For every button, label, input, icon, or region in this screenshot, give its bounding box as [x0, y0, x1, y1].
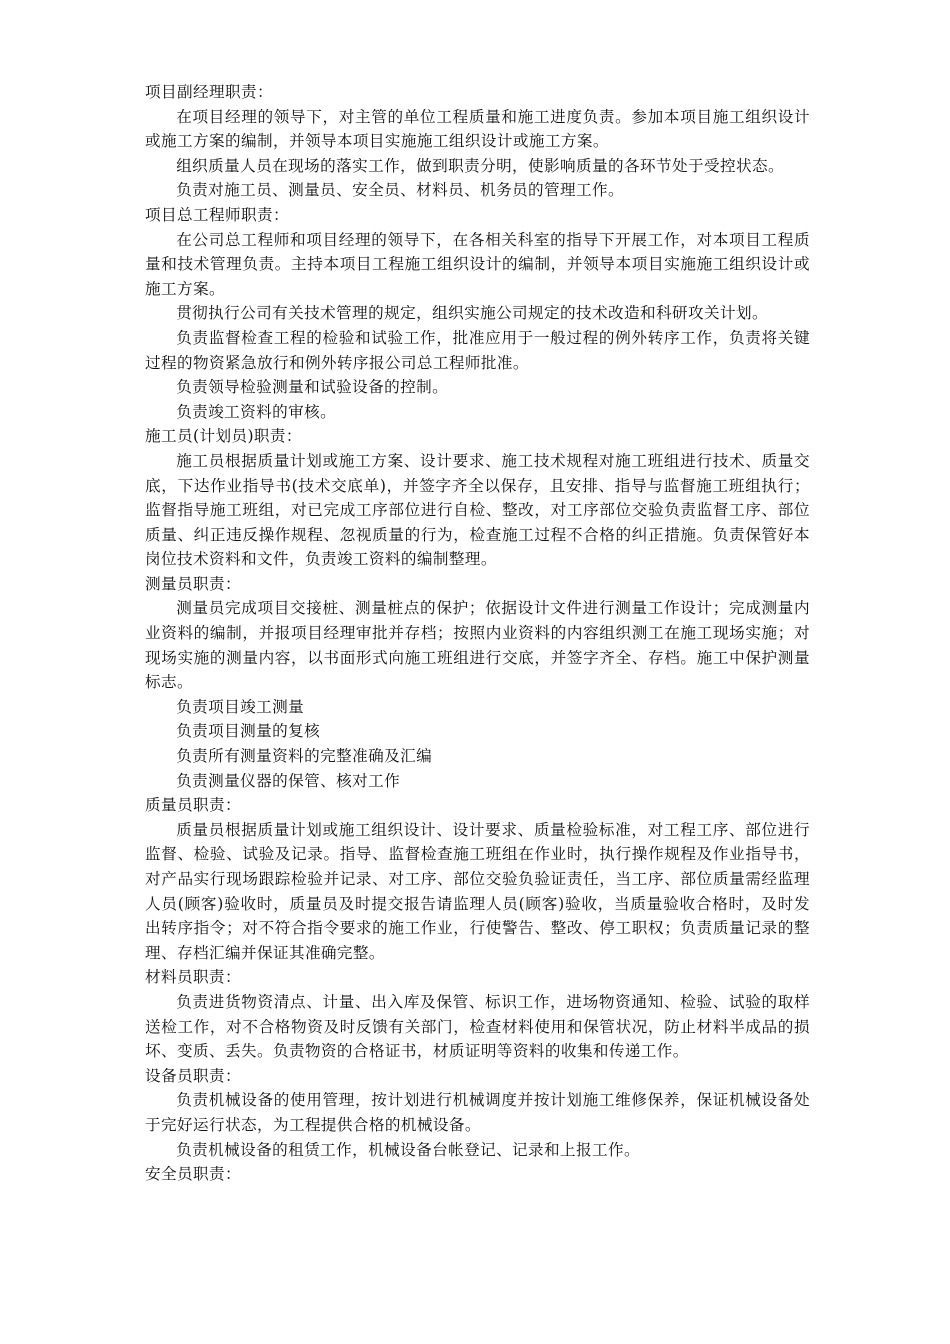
paragraph: 贯彻执行公司有关技术管理的规定，组织实施公司规定的技术改造和科研攻关计划。: [176, 304, 768, 323]
section-heading-deputy-manager: 项目副经理职责：: [145, 83, 273, 101]
section-heading-materials-officer: 材料员职责：: [145, 968, 241, 987]
paragraph: 组织质量人员在现场的落实工作，做到职责分明，使影响质量的各环节处于受控状态。: [176, 156, 784, 175]
paragraph: 负责项目竣工测量: [176, 697, 305, 716]
paragraph: 施工员根据质量计划或施工方案、设计要求、施工技术规程对施工班组进行技术、质量交底，下达作业指导书(技术交底单)，并签字齐全以保存，且安排、指导与监督施工班组执行；监督指导施工班组，对已完成工序部位进行自检、整改，对工序部位交验负责监督工序、部位质量、纠正违反操作规程、忽视质量的行为，检查施工过程不合格的纠正措施。负责保管好本岗位技术资料和文件，负责竣工资料的编制整理。: [145, 451, 810, 569]
paragraph: 负责领导检验测量和试验设备的控制。: [176, 378, 449, 397]
section-heading-quality-officer: 质量员职责：: [145, 796, 241, 815]
document-body: [145, 80, 810, 1187]
paragraph: 负责机械设备的租赁工作，机械设备台帐登记、记录和上报工作。: [176, 1140, 641, 1159]
section-heading-surveyor: 测量员职责：: [145, 574, 241, 593]
section-heading-construction-officer: 施工员(计划员)职责：: [145, 427, 302, 446]
section-heading-chief-engineer: 项目总工程师职责：: [145, 205, 289, 224]
paragraph: 负责机械设备的使用管理，按计划进行机械调度并按计划施工维修保养，保证机械设备处于完好运行状态，为工程提供合格的机械设备。: [145, 1091, 810, 1134]
paragraph: 负责测量仪器的保管、核对工作: [176, 771, 401, 790]
paragraph: 在公司总工程师和项目经理的领导下，在各相关科室的指导下开展工作，对本项目工程质量和技术管理负责。主持本项目工程施工组织设计的编制，并领导本项目实施施工组织设计或施工方案。: [145, 230, 810, 298]
section-heading-equipment-officer: 设备员职责：: [145, 1066, 241, 1085]
paragraph: 负责竣工资料的审核。: [176, 402, 337, 421]
paragraph: 测量员完成项目交接桩、测量桩点的保护；依据设计文件进行测量工作设计；完成测量内业资料的编制，并报项目经理审批并存档；按照内业资料的内容组织测工在施工现场实施；对现场实施的测量内容，以书面形式向施工班组进行交底，并签字齐全、存档。施工中保护测量标志。: [145, 599, 810, 692]
paragraph: 负责所有测量资料的完整准确及汇编: [176, 747, 433, 766]
paragraph: 负责对施工员、测量员、安全员、材料员、机务员的管理工作。: [176, 181, 625, 200]
paragraph: 在项目经理的领导下，对主管的单位工程质量和施工进度负责。参加本项目施工组织设计或施工方案的编制，并领导本项目实施施工组织设计或施工方案。: [145, 107, 810, 151]
paragraph: 质量员根据质量计划或施工组织设计、设计要求、质量检验标准，对工程工序、部位进行监督、检验、试验及记录。指导、监督检查施工班组在作业时，执行操作规程及作业指导书，对产品实行现场跟踪检验并记录、对工序、部位交验负验证责任，当工序、部位质量需经监理人员(顾客)验收时，质量员及时提交报告请监理人员(顾客)验收，当质量验收合格时，及时发出转序指令；对不符合指令要求的施工作业，行使警告、整改、停工职权；负责质量记录的整理、存档汇编并保证其准确完整。: [145, 820, 810, 962]
section-heading-safety-officer: 安全员职责：: [145, 1165, 241, 1184]
paragraph: 负责进货物资清点、计量、出入库及保管、标识工作，进场物资通知、检验、试验的取样送检工作，对不合格物资及时反馈有关部门，检查材料使用和保管状况，防止材料半成品的损坏、变质、丢失。负责物资的合格证书，材质证明等资料的收集和传递工作。: [145, 992, 810, 1061]
paragraph: 负责项目测量的复核: [176, 722, 321, 741]
paragraph: 负责监督检查工程的检验和试验工作，批准应用于一般过程的例外转序工作，负责将关键过程的物资紧急放行和例外转序报公司总工程师批准。: [145, 328, 810, 372]
